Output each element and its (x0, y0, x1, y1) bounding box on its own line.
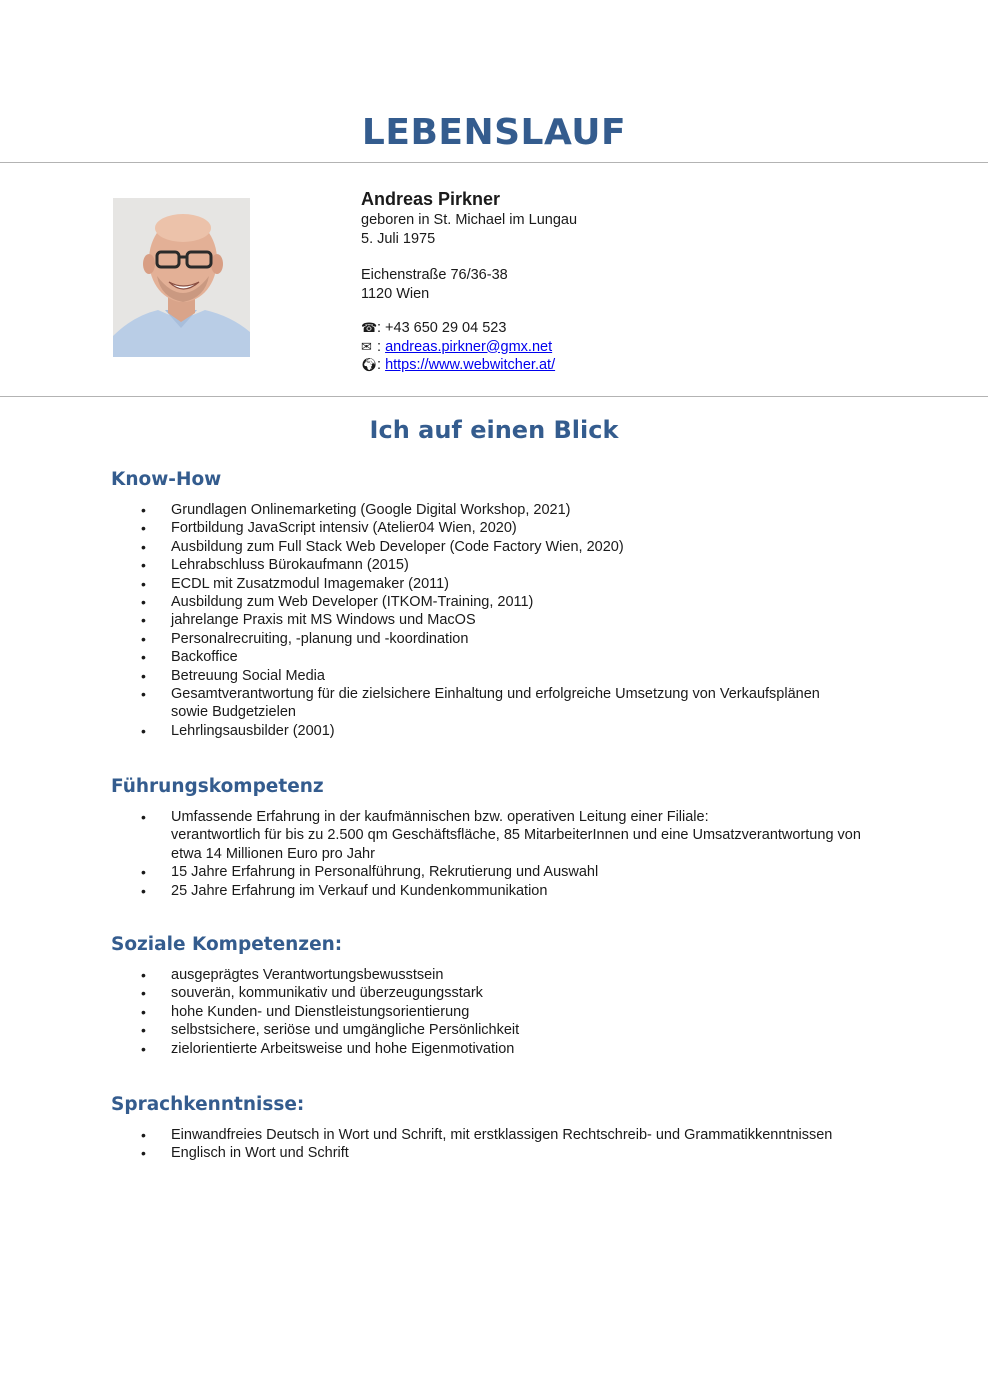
list-item: • Umfassende Erfahrung in der kaufmännischen bzw. operativen Leitung einer Filiale: verantwortlich für bis zu 2.500 qm Geschäftsfläche, 85 MitarbeiterInnen und eine Umsatzverantwortung von etwa 14 Millionen Euro pro Jahr (141, 808, 881, 863)
list-item: • ECDL mit Zusatzmodul Imagemaker (2011) (141, 575, 881, 593)
list-item: • Backoffice (141, 648, 881, 666)
overview-title: Ich auf einen Blick (369, 416, 619, 444)
phone-number: : +43 650 29 04 523 (377, 320, 507, 336)
birthdate: 5. Juli 1975 (361, 230, 436, 247)
birthplace: geboren in St. Michael im Lungau (361, 212, 578, 228)
website-link[interactable]: https://www.webwitcher.at/ (385, 357, 556, 373)
address-city: 1120 Wien (361, 285, 430, 302)
list-item: • 15 Jahre Erfahrung in Personalführung, Rekrutierung und Auswahl (141, 863, 881, 881)
divider-middle (0, 396, 988, 397)
email-link[interactable]: andreas.pirkner@gmx.net (385, 338, 553, 355)
list-item-detail: verantwortlich für bis zu 2.500 qm Geschäftsfläche, 85 MitarbeiterInnen und eine Umsatzverantwortung von etwa 14 Millionen Euro pro Jahr (171, 827, 861, 862)
list-item: • Ausbildung zum Web Developer (ITKOM-Training, 2011) (141, 593, 881, 611)
list-item: • Englisch in Wort und Schrift (141, 1144, 881, 1162)
list-item: • hohe Kunden- und Dienstleistungsorientierung (141, 1003, 881, 1021)
list-item: • Ausbildung zum Full Stack Web Developer (Code Factory Wien, 2020) (141, 538, 881, 556)
fuehrung-list (141, 808, 881, 900)
section-title-sozial: Soziale Kompetenzen: (111, 934, 343, 955)
page-title: LEBENSLAUF (361, 112, 627, 153)
phone-line (361, 319, 761, 338)
globe-icon: 🌍︎ (361, 357, 378, 372)
list-item: • jahrelange Praxis mit MS Windows und MacOS (141, 611, 881, 629)
list-item: • Personalrecruiting, -planung und -koordination (141, 630, 881, 648)
section-title-knowhow: Know-How (111, 469, 222, 490)
sozial-list (141, 966, 881, 1058)
divider-top (0, 162, 988, 163)
section-title-sprachen: Sprachkenntnisse: (111, 1094, 305, 1115)
person-name: Andreas Pirkner (361, 189, 501, 209)
list-item: • selbstsichere, seriöse und umgängliche Persönlichkeit (141, 1021, 881, 1039)
list-item: • Grundlagen Onlinemarketing (Google Digital Workshop, 2021) (141, 501, 881, 519)
list-item: • Lehrabschluss Bürokaufmann (2015) (141, 556, 881, 574)
list-item: • ausgeprägtes Verantwortungsbewusstsein (141, 966, 881, 984)
list-item: • souverän, kommunikativ und überzeugungsstark (141, 984, 881, 1002)
list-item: • 25 Jahre Erfahrung im Verkauf und Kundenkommunikation (141, 882, 881, 900)
list-item: • Einwandfreies Deutsch in Wort und Schrift, mit erstklassigen Rechtschreib- und Grammatikkenntnissen (141, 1126, 881, 1144)
knowhow-list (141, 501, 881, 740)
address-street: Eichenstraße 76/36-38 (361, 267, 508, 283)
list-item: • Betreuung Social Media (141, 667, 881, 685)
email-line: ✉ : andreas.pirkner@gmx.net (361, 338, 553, 355)
section-title-fuehrung: Führungskompetenz (111, 776, 324, 797)
list-item: • Lehrlingsausbilder (2001) (141, 722, 881, 740)
list-item: • Fortbildung JavaScript intensiv (Atelier04 Wien, 2020) (141, 519, 881, 537)
envelope-icon: ✉ (361, 338, 372, 354)
phone-icon: ☎ (361, 320, 378, 335)
profile-photo (113, 198, 250, 357)
list-item: • Gesamtverantwortung für die zielsichere Einhaltung und erfolgreiche Umsetzung von Verkaufsplänen sowie Budgetzielen (141, 685, 881, 722)
web-line: 🌍︎: https://www.webwitcher.at/ (361, 357, 556, 373)
sprachen-list (141, 1126, 881, 1163)
contact-block (361, 188, 761, 375)
list-item: • zielorientierte Arbeitsweise und hohe Eigenmotivation (141, 1040, 881, 1058)
